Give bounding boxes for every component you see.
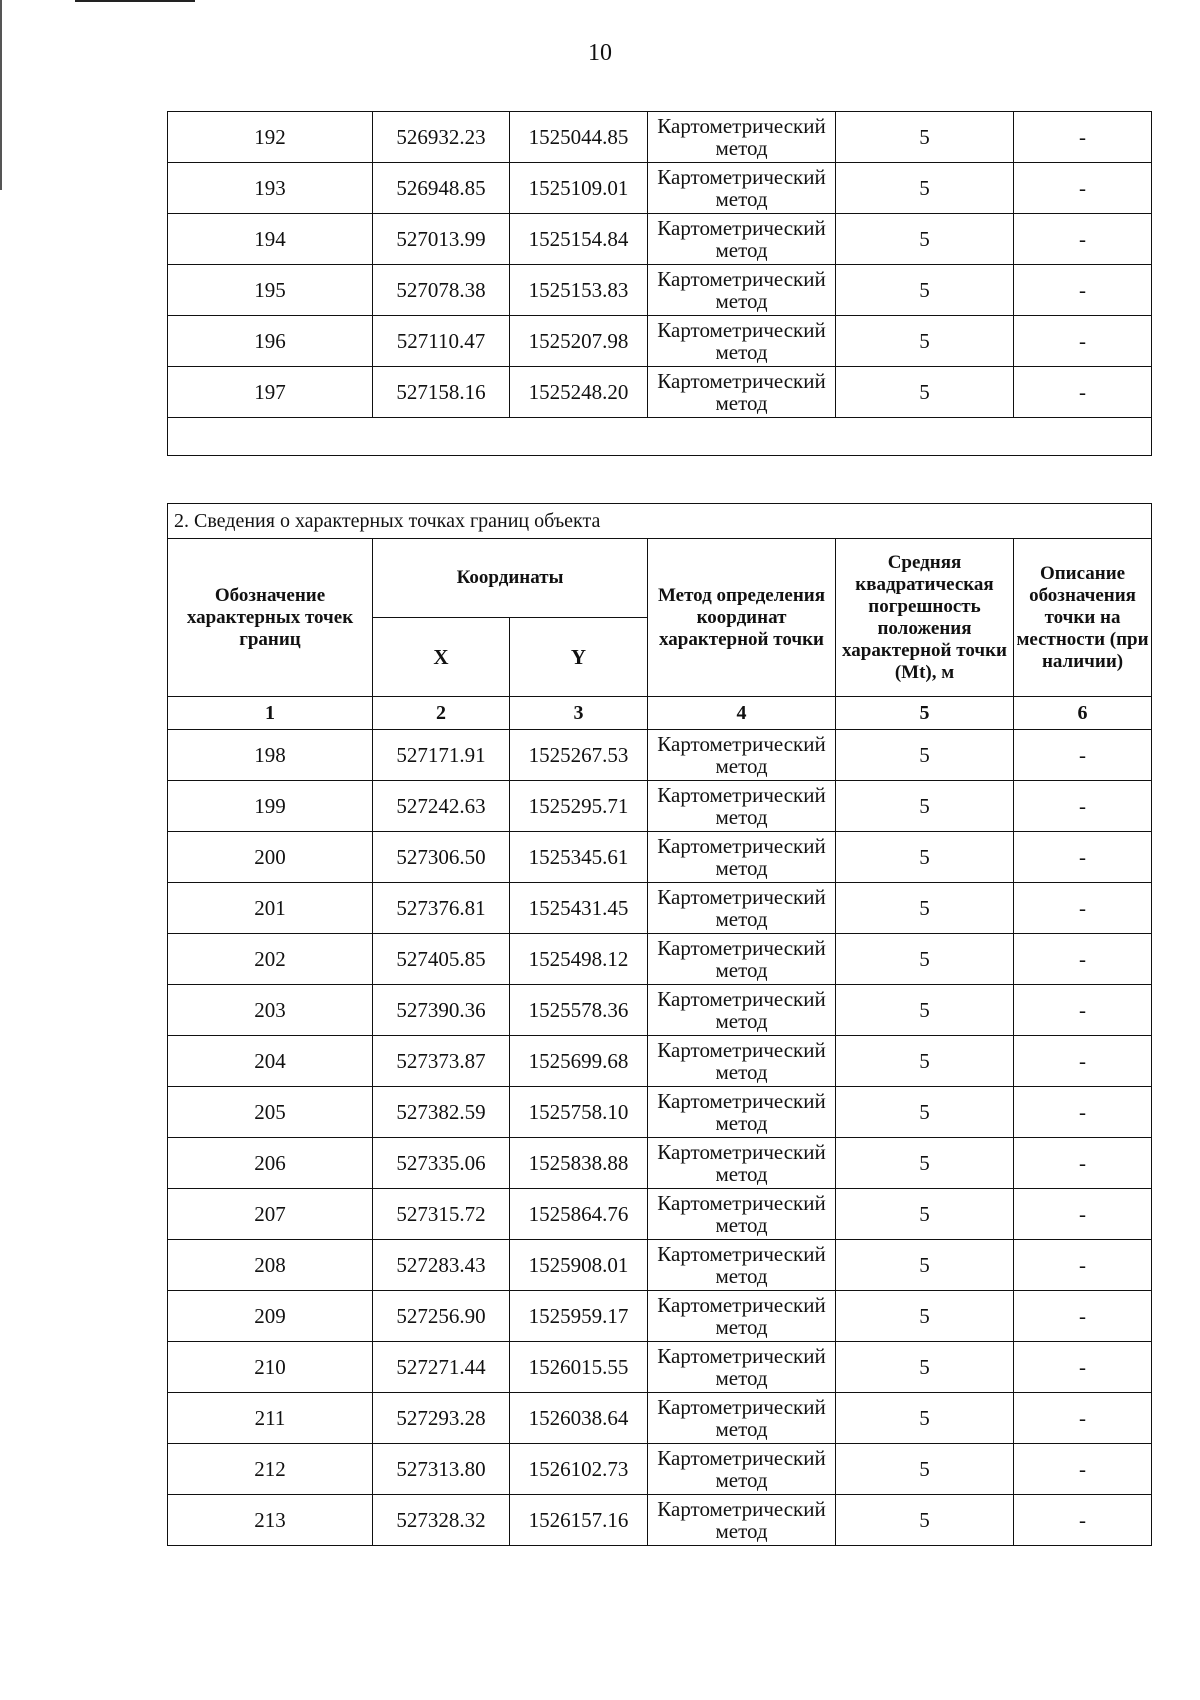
description-cell: - (1014, 265, 1152, 316)
y-coordinate-cell: 1525154.84 (510, 214, 648, 265)
method-cell: Картометрический метод (648, 934, 836, 985)
method-cell: Картометрический метод (648, 1342, 836, 1393)
x-coordinate-cell: 527306.50 (373, 832, 510, 883)
table-row (168, 1291, 1152, 1342)
point-cell: 201 (168, 883, 373, 934)
x-coordinate-cell: 527405.85 (373, 934, 510, 985)
section-title: 2. Сведения о характерных точках границ объекта (168, 504, 1152, 539)
mt-cell: 5 (836, 832, 1014, 883)
mt-cell: 5 (836, 985, 1014, 1036)
mt-cell: 5 (836, 214, 1014, 265)
column-number: 6 (1014, 697, 1152, 730)
x-coordinate-cell: 527171.91 (373, 730, 510, 781)
y-coordinate-cell: 1525248.20 (510, 367, 648, 418)
mt-cell: 5 (836, 163, 1014, 214)
x-coordinate-cell: 527242.63 (373, 781, 510, 832)
method-cell: Картометрический метод (648, 367, 836, 418)
y-coordinate-cell: 1525838.88 (510, 1138, 648, 1189)
method-cell: Картометрический метод (648, 1393, 836, 1444)
point-cell: 205 (168, 1087, 373, 1138)
mt-cell: 5 (836, 1087, 1014, 1138)
table-row (168, 1342, 1152, 1393)
x-coordinate-cell: 527373.87 (373, 1036, 510, 1087)
x-coordinate-cell: 527078.38 (373, 265, 510, 316)
point-cell: 206 (168, 1138, 373, 1189)
description-cell: - (1014, 832, 1152, 883)
y-coordinate-cell: 1526157.16 (510, 1495, 648, 1546)
mt-cell: 5 (836, 1495, 1014, 1546)
x-coordinate-cell: 527293.28 (373, 1393, 510, 1444)
mt-cell: 5 (836, 934, 1014, 985)
method-cell: Картометрический метод (648, 883, 836, 934)
table-row (168, 1138, 1152, 1189)
x-coordinate-cell: 527335.06 (373, 1138, 510, 1189)
column-number: 5 (836, 697, 1014, 730)
table-row (168, 1036, 1152, 1087)
mt-cell: 5 (836, 1342, 1014, 1393)
empty-cell (168, 418, 1152, 456)
mt-cell: 5 (836, 1240, 1014, 1291)
point-cell: 196 (168, 316, 373, 367)
x-coordinate-cell: 527256.90 (373, 1291, 510, 1342)
description-cell: - (1014, 316, 1152, 367)
table-row (168, 1495, 1152, 1546)
x-coordinate-cell: 527313.80 (373, 1444, 510, 1495)
header-method: Метод определения координат характерной точки (648, 539, 836, 697)
x-coordinate-cell: 527390.36 (373, 985, 510, 1036)
mt-cell: 5 (836, 265, 1014, 316)
mt-cell: 5 (836, 1189, 1014, 1240)
method-cell: Картометрический метод (648, 1495, 836, 1546)
header-y: Y (510, 618, 648, 697)
description-cell: - (1014, 730, 1152, 781)
table-row (168, 883, 1152, 934)
method-cell: Картометрический метод (648, 1087, 836, 1138)
point-cell: 200 (168, 832, 373, 883)
method-cell: Картометрический метод (648, 112, 836, 163)
x-coordinate-cell: 527283.43 (373, 1240, 510, 1291)
mt-cell: 5 (836, 367, 1014, 418)
y-coordinate-cell: 1525207.98 (510, 316, 648, 367)
column-number-row (168, 697, 1152, 730)
method-cell: Картометрический метод (648, 163, 836, 214)
description-cell: - (1014, 1087, 1152, 1138)
method-cell: Картометрический метод (648, 832, 836, 883)
point-cell: 203 (168, 985, 373, 1036)
point-cell: 193 (168, 163, 373, 214)
point-cell: 208 (168, 1240, 373, 1291)
mt-cell: 5 (836, 1036, 1014, 1087)
column-number: 4 (648, 697, 836, 730)
y-coordinate-cell: 1525699.68 (510, 1036, 648, 1087)
x-coordinate-cell: 527315.72 (373, 1189, 510, 1240)
point-cell: 202 (168, 934, 373, 985)
method-cell: Картометрический метод (648, 1444, 836, 1495)
point-cell: 211 (168, 1393, 373, 1444)
continued-table-body (168, 112, 1152, 456)
table-row (168, 730, 1152, 781)
y-coordinate-cell: 1525864.76 (510, 1189, 648, 1240)
mt-cell: 5 (836, 1291, 1014, 1342)
mt-cell: 5 (836, 112, 1014, 163)
header-mt: Средняя квадратическая погрешность положения характерной точки (Mt), м (836, 539, 1014, 697)
table-row (168, 1189, 1152, 1240)
table-row (168, 985, 1152, 1036)
table-row (168, 1444, 1152, 1495)
y-coordinate-cell: 1526038.64 (510, 1393, 648, 1444)
header-x: X (373, 618, 510, 697)
description-cell: - (1014, 1240, 1152, 1291)
table-row (168, 781, 1152, 832)
empty-row (168, 418, 1152, 456)
description-cell: - (1014, 163, 1152, 214)
main-table-body (168, 730, 1152, 1546)
description-cell: - (1014, 985, 1152, 1036)
x-coordinate-cell: 527158.16 (373, 367, 510, 418)
table-row (168, 1393, 1152, 1444)
x-coordinate-cell: 527013.99 (373, 214, 510, 265)
description-cell: - (1014, 112, 1152, 163)
x-coordinate-cell: 527376.81 (373, 883, 510, 934)
mt-cell: 5 (836, 730, 1014, 781)
point-cell: 197 (168, 367, 373, 418)
mt-cell: 5 (836, 316, 1014, 367)
y-coordinate-cell: 1525431.45 (510, 883, 648, 934)
y-coordinate-cell: 1525758.10 (510, 1087, 648, 1138)
table-row (168, 1240, 1152, 1291)
y-coordinate-cell: 1525908.01 (510, 1240, 648, 1291)
description-cell: - (1014, 1393, 1152, 1444)
table-row (168, 367, 1152, 418)
header-description: Описание обозначения точки на местности (при наличии) (1014, 539, 1152, 697)
y-coordinate-cell: 1525044.85 (510, 112, 648, 163)
column-number: 2 (373, 697, 510, 730)
y-coordinate-cell: 1525267.53 (510, 730, 648, 781)
mt-cell: 5 (836, 1393, 1014, 1444)
description-cell: - (1014, 1189, 1152, 1240)
y-coordinate-cell: 1525498.12 (510, 934, 648, 985)
description-cell: - (1014, 214, 1152, 265)
point-cell: 213 (168, 1495, 373, 1546)
mt-cell: 5 (836, 781, 1014, 832)
method-cell: Картометрический метод (648, 730, 836, 781)
point-cell: 210 (168, 1342, 373, 1393)
y-coordinate-cell: 1525295.71 (510, 781, 648, 832)
page-number: 10 (588, 40, 612, 66)
description-cell: - (1014, 1138, 1152, 1189)
x-coordinate-cell: 527271.44 (373, 1342, 510, 1393)
x-coordinate-cell: 527382.59 (373, 1087, 510, 1138)
header-point-designation: Обозначение характерных точек границ (168, 539, 373, 697)
y-coordinate-cell: 1525153.83 (510, 265, 648, 316)
y-coordinate-cell: 1525345.61 (510, 832, 648, 883)
point-cell: 198 (168, 730, 373, 781)
column-number: 1 (168, 697, 373, 730)
method-cell: Картометрический метод (648, 1189, 836, 1240)
method-cell: Картометрический метод (648, 1291, 836, 1342)
method-cell: Картометрический метод (648, 265, 836, 316)
x-coordinate-cell: 527328.32 (373, 1495, 510, 1546)
y-coordinate-cell: 1525578.36 (510, 985, 648, 1036)
y-coordinate-cell: 1525959.17 (510, 1291, 648, 1342)
mt-cell: 5 (836, 1444, 1014, 1495)
method-cell: Картометрический метод (648, 1240, 836, 1291)
description-cell: - (1014, 781, 1152, 832)
y-coordinate-cell: 1526102.73 (510, 1444, 648, 1495)
description-cell: - (1014, 883, 1152, 934)
description-cell: - (1014, 934, 1152, 985)
point-cell: 207 (168, 1189, 373, 1240)
continued-boundary-points-table (167, 111, 1152, 456)
point-cell: 204 (168, 1036, 373, 1087)
description-cell: - (1014, 1342, 1152, 1393)
table-row (168, 214, 1152, 265)
method-cell: Картометрический метод (648, 316, 836, 367)
point-cell: 212 (168, 1444, 373, 1495)
method-cell: Картометрический метод (648, 985, 836, 1036)
table-row (168, 832, 1152, 883)
point-cell: 209 (168, 1291, 373, 1342)
point-cell: 194 (168, 214, 373, 265)
description-cell: - (1014, 1036, 1152, 1087)
table-row (168, 1087, 1152, 1138)
method-cell: Картометрический метод (648, 1138, 836, 1189)
point-cell: 192 (168, 112, 373, 163)
y-coordinate-cell: 1525109.01 (510, 163, 648, 214)
x-coordinate-cell: 526932.23 (373, 112, 510, 163)
mt-cell: 5 (836, 1138, 1014, 1189)
boundary-points-table (167, 503, 1152, 1546)
method-cell: Картометрический метод (648, 1036, 836, 1087)
table-row (168, 934, 1152, 985)
point-cell: 199 (168, 781, 373, 832)
x-coordinate-cell: 527110.47 (373, 316, 510, 367)
x-coordinate-cell: 526948.85 (373, 163, 510, 214)
table-row (168, 163, 1152, 214)
method-cell: Картометрический метод (648, 214, 836, 265)
description-cell: - (1014, 1291, 1152, 1342)
description-cell: - (1014, 367, 1152, 418)
table-row (168, 265, 1152, 316)
table-row (168, 112, 1152, 163)
column-number: 3 (510, 697, 648, 730)
y-coordinate-cell: 1526015.55 (510, 1342, 648, 1393)
method-cell: Картометрический метод (648, 781, 836, 832)
point-cell: 195 (168, 265, 373, 316)
header-coordinates: Координаты (373, 539, 648, 618)
scan-edge-mark (75, 0, 195, 2)
mt-cell: 5 (836, 883, 1014, 934)
scan-edge-mark (0, 0, 2, 190)
table-row (168, 316, 1152, 367)
description-cell: - (1014, 1495, 1152, 1546)
description-cell: - (1014, 1444, 1152, 1495)
